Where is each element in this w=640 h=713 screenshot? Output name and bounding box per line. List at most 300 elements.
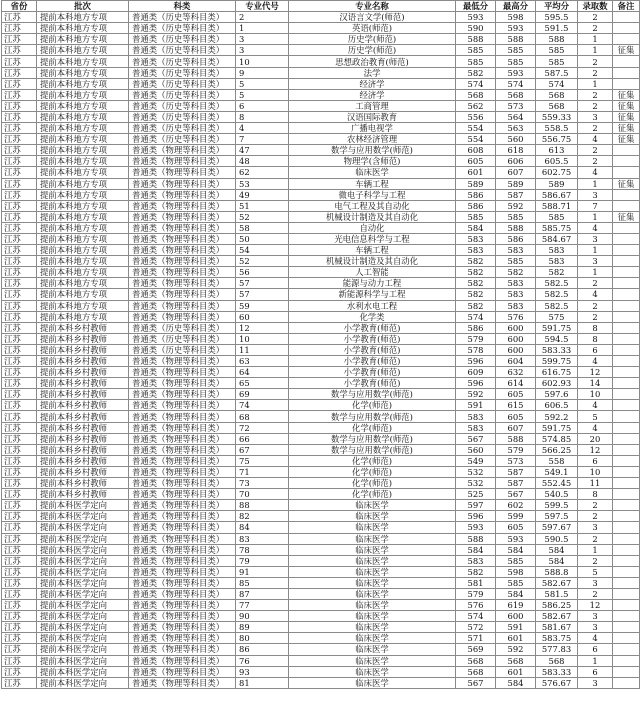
table-row <box>2 322 640 333</box>
cell-max-score: 587 <box>496 466 536 477</box>
cell-max-score: 607 <box>496 422 536 433</box>
cell-batch: 提前本科乡村教师 <box>37 389 129 400</box>
cell-province: 江苏 <box>2 522 37 533</box>
cell-batch: 提前本科医学定向 <box>37 500 129 511</box>
cell-province: 江苏 <box>2 622 37 633</box>
cell-admitted-count: 4 <box>578 134 613 145</box>
cell-category: 普通类（物理等科目类） <box>129 189 236 200</box>
cell-batch: 提前本科医学定向 <box>37 511 129 522</box>
cell-admitted-count: 6 <box>578 644 613 655</box>
table-row <box>2 411 640 422</box>
cell-major-code: 51 <box>236 200 289 211</box>
cell-avg-score: 594.5 <box>536 333 578 344</box>
table-row <box>2 544 640 555</box>
cell-category: 普通类（物理等科目类） <box>129 411 236 422</box>
cell-batch: 提前本科地方专项 <box>37 145 129 156</box>
cell-min-score: 596 <box>456 378 496 389</box>
cell-min-score: 586 <box>456 322 496 333</box>
cell-remark <box>613 644 640 655</box>
cell-admitted-count: 7 <box>578 200 613 211</box>
cell-admitted-count: 4 <box>578 422 613 433</box>
cell-category: 普通类（物理等科目类） <box>129 278 236 289</box>
cell-batch: 提前本科医学定向 <box>37 677 129 688</box>
cell-remark <box>613 256 640 267</box>
cell-max-score: 614 <box>496 378 536 389</box>
cell-max-score: 586 <box>496 233 536 244</box>
cell-major-code: 11 <box>236 344 289 355</box>
cell-major-code: 58 <box>236 222 289 233</box>
cell-category: 普通类（物理等科目类） <box>129 677 236 688</box>
table-row <box>2 89 640 100</box>
cell-batch: 提前本科地方专项 <box>37 278 129 289</box>
cell-major-name: 数学与应用数学(师范) <box>289 411 456 422</box>
cell-category: 普通类（历史等科目类） <box>129 123 236 134</box>
cell-category: 普通类（历史等科目类） <box>129 111 236 122</box>
cell-max-score: 573 <box>496 455 536 466</box>
cell-admitted-count: 3 <box>578 111 613 122</box>
cell-major-name: 物理学(含师范) <box>289 156 456 167</box>
table-row <box>2 588 640 599</box>
cell-category: 普通类（历史等科目类） <box>129 23 236 34</box>
cell-province: 江苏 <box>2 644 37 655</box>
cell-major-name: 临床医学 <box>289 677 456 688</box>
table-row <box>2 677 640 688</box>
table-row <box>2 78 640 89</box>
cell-province: 江苏 <box>2 666 37 677</box>
cell-major-code: 73 <box>236 478 289 489</box>
cell-min-score: 581 <box>456 577 496 588</box>
cell-admitted-count: 8 <box>578 322 613 333</box>
table-row <box>2 45 640 56</box>
cell-category: 普通类（物理等科目类） <box>129 666 236 677</box>
cell-remark <box>613 156 640 167</box>
cell-category: 普通类（物理等科目类） <box>129 300 236 311</box>
cell-min-score: 593 <box>456 522 496 533</box>
cell-max-score: 592 <box>496 200 536 211</box>
cell-major-name: 车辆工程 <box>289 245 456 256</box>
cell-avg-score: 583.75 <box>536 633 578 644</box>
cell-major-code: 60 <box>236 311 289 322</box>
cell-major-name: 临床医学 <box>289 644 456 655</box>
cell-admitted-count: 3 <box>578 611 613 622</box>
cell-min-score: 582 <box>456 278 496 289</box>
cell-major-code: 90 <box>236 611 289 622</box>
cell-max-score: 563 <box>496 123 536 134</box>
cell-min-score: 525 <box>456 489 496 500</box>
cell-major-name: 机械设计制造及其自动化 <box>289 211 456 222</box>
cell-province: 江苏 <box>2 611 37 622</box>
cell-admitted-count: 1 <box>578 211 613 222</box>
cell-admitted-count: 2 <box>578 311 613 322</box>
cell-admitted-count: 6 <box>578 455 613 466</box>
cell-min-score: 554 <box>456 123 496 134</box>
cell-max-score: 592 <box>496 644 536 655</box>
cell-batch: 提前本科地方专项 <box>37 123 129 134</box>
cell-major-code: 66 <box>236 433 289 444</box>
cell-avg-score: 586.25 <box>536 600 578 611</box>
cell-major-name: 临床医学 <box>289 588 456 599</box>
cell-max-score: 567 <box>496 489 536 500</box>
cell-batch: 提前本科地方专项 <box>37 156 129 167</box>
cell-min-score: 549 <box>456 455 496 466</box>
table-row <box>2 278 640 289</box>
cell-province: 江苏 <box>2 267 37 278</box>
cell-remark <box>613 455 640 466</box>
cell-max-score: 584 <box>496 588 536 599</box>
cell-major-code: 52 <box>236 211 289 222</box>
cell-batch: 提前本科地方专项 <box>37 167 129 178</box>
cell-admitted-count: 2 <box>578 300 613 311</box>
table-row <box>2 256 640 267</box>
cell-remark: 征集 <box>613 178 640 189</box>
cell-batch: 提前本科乡村教师 <box>37 466 129 477</box>
table-row <box>2 211 640 222</box>
cell-major-name: 化学(师范) <box>289 466 456 477</box>
cell-major-name: 小学教育(师范) <box>289 344 456 355</box>
cell-admitted-count: 2 <box>578 12 613 23</box>
cell-province: 江苏 <box>2 134 37 145</box>
cell-min-score: 554 <box>456 134 496 145</box>
table-row <box>2 23 640 34</box>
cell-province: 江苏 <box>2 23 37 34</box>
cell-avg-score: 616.75 <box>536 367 578 378</box>
cell-province: 江苏 <box>2 655 37 666</box>
cell-batch: 提前本科地方专项 <box>37 300 129 311</box>
cell-remark <box>613 189 640 200</box>
cell-max-score: 560 <box>496 134 536 145</box>
cell-major-code: 2 <box>236 12 289 23</box>
cell-remark <box>613 245 640 256</box>
cell-admitted-count: 4 <box>578 222 613 233</box>
cell-province: 江苏 <box>2 533 37 544</box>
header-max-score: 最高分 <box>496 1 536 12</box>
cell-avg-score: 591.5 <box>536 23 578 34</box>
cell-avg-score: 583.33 <box>536 344 578 355</box>
cell-avg-score: 549.1 <box>536 466 578 477</box>
cell-category: 普通类（物理等科目类） <box>129 211 236 222</box>
cell-max-score: 576 <box>496 311 536 322</box>
cell-batch: 提前本科地方专项 <box>37 222 129 233</box>
cell-max-score: 606 <box>496 156 536 167</box>
cell-admitted-count: 2 <box>578 156 613 167</box>
cell-major-name: 临床医学 <box>289 533 456 544</box>
cell-avg-score: 583 <box>536 245 578 256</box>
cell-batch: 提前本科医学定向 <box>37 655 129 666</box>
cell-max-score: 615 <box>496 400 536 411</box>
cell-max-score: 585 <box>496 555 536 566</box>
cell-batch: 提前本科医学定向 <box>37 522 129 533</box>
cell-province: 江苏 <box>2 588 37 599</box>
cell-admitted-count: 5 <box>578 411 613 422</box>
cell-admitted-count: 2 <box>578 67 613 78</box>
cell-admitted-count: 3 <box>578 622 613 633</box>
cell-min-score: 574 <box>456 78 496 89</box>
cell-max-score: 588 <box>496 433 536 444</box>
cell-major-code: 87 <box>236 588 289 599</box>
cell-max-score: 593 <box>496 67 536 78</box>
cell-avg-score: 581.5 <box>536 588 578 599</box>
cell-province: 江苏 <box>2 466 37 477</box>
cell-category: 普通类（物理等科目类） <box>129 489 236 500</box>
cell-major-name: 自动化 <box>289 222 456 233</box>
cell-major-code: 76 <box>236 655 289 666</box>
cell-major-name: 法学 <box>289 67 456 78</box>
cell-batch: 提前本科地方专项 <box>37 89 129 100</box>
header-major-name: 专业名称 <box>289 1 456 12</box>
cell-avg-score: 577.83 <box>536 644 578 655</box>
table-row <box>2 600 640 611</box>
cell-province: 江苏 <box>2 378 37 389</box>
cell-remark: 征集 <box>613 123 640 134</box>
cell-max-score: 573 <box>496 100 536 111</box>
cell-batch: 提前本科乡村教师 <box>37 444 129 455</box>
cell-max-score: 587 <box>496 478 536 489</box>
cell-min-score: 582 <box>456 289 496 300</box>
cell-max-score: 599 <box>496 511 536 522</box>
table-row <box>2 311 640 322</box>
table-row <box>2 167 640 178</box>
cell-min-score: 592 <box>456 389 496 400</box>
table-row <box>2 666 640 677</box>
cell-admitted-count: 5 <box>578 566 613 577</box>
cell-category: 普通类（物理等科目类） <box>129 422 236 433</box>
cell-major-code: 9 <box>236 67 289 78</box>
cell-remark <box>613 145 640 156</box>
cell-batch: 提前本科乡村教师 <box>37 478 129 489</box>
cell-batch: 提前本科医学定向 <box>37 611 129 622</box>
cell-province: 江苏 <box>2 555 37 566</box>
cell-category: 普通类（物理等科目类） <box>129 245 236 256</box>
cell-min-score: 589 <box>456 178 496 189</box>
cell-max-score: 605 <box>496 411 536 422</box>
cell-admitted-count: 12 <box>578 367 613 378</box>
cell-remark <box>613 344 640 355</box>
cell-batch: 提前本科地方专项 <box>37 211 129 222</box>
table-row <box>2 555 640 566</box>
cell-avg-score: 552.45 <box>536 478 578 489</box>
cell-category: 普通类（物理等科目类） <box>129 167 236 178</box>
cell-remark <box>613 633 640 644</box>
cell-batch: 提前本科地方专项 <box>37 267 129 278</box>
cell-remark <box>613 533 640 544</box>
cell-avg-score: 582 <box>536 267 578 278</box>
cell-avg-score: 597.6 <box>536 389 578 400</box>
cell-major-code: 81 <box>236 677 289 688</box>
cell-major-code: 3 <box>236 45 289 56</box>
cell-min-score: 597 <box>456 500 496 511</box>
cell-major-code: 67 <box>236 444 289 455</box>
cell-remark <box>613 167 640 178</box>
cell-category: 普通类（物理等科目类） <box>129 289 236 300</box>
cell-category: 普通类（历史等科目类） <box>129 344 236 355</box>
cell-avg-score: 606.5 <box>536 400 578 411</box>
cell-avg-score: 584 <box>536 544 578 555</box>
cell-avg-score: 582.5 <box>536 289 578 300</box>
cell-category: 普通类（物理等科目类） <box>129 378 236 389</box>
cell-admitted-count: 10 <box>578 389 613 400</box>
cell-avg-score: 599.5 <box>536 500 578 511</box>
cell-remark: 征集 <box>613 45 640 56</box>
cell-major-code: 56 <box>236 267 289 278</box>
table-row <box>2 12 640 23</box>
cell-province: 江苏 <box>2 156 37 167</box>
cell-min-score: 582 <box>456 300 496 311</box>
cell-province: 江苏 <box>2 433 37 444</box>
table-row <box>2 134 640 145</box>
table-row <box>2 145 640 156</box>
cell-major-code: 88 <box>236 500 289 511</box>
cell-major-name: 临床医学 <box>289 566 456 577</box>
cell-major-name: 汉语国际教育 <box>289 111 456 122</box>
cell-remark <box>613 233 640 244</box>
cell-batch: 提前本科乡村教师 <box>37 333 129 344</box>
cell-avg-score: 602.93 <box>536 378 578 389</box>
cell-major-code: 50 <box>236 233 289 244</box>
cell-major-name: 广播电视学 <box>289 123 456 134</box>
cell-remark <box>613 611 640 622</box>
cell-category: 普通类（物理等科目类） <box>129 600 236 611</box>
cell-category: 普通类（历史等科目类） <box>129 34 236 45</box>
cell-category: 普通类（物理等科目类） <box>129 389 236 400</box>
cell-major-code: 85 <box>236 577 289 588</box>
cell-province: 江苏 <box>2 478 37 489</box>
cell-min-score: 582 <box>456 566 496 577</box>
cell-major-name: 思想政治教育(师范) <box>289 56 456 67</box>
cell-avg-score: 558.5 <box>536 123 578 134</box>
cell-min-score: 591 <box>456 400 496 411</box>
cell-batch: 提前本科乡村教师 <box>37 322 129 333</box>
cell-major-code: 3 <box>236 34 289 45</box>
cell-max-score: 568 <box>496 89 536 100</box>
cell-remark <box>613 655 640 666</box>
cell-major-name: 电气工程及其自动化 <box>289 200 456 211</box>
header-province: 省份 <box>2 1 37 12</box>
cell-batch: 提前本科地方专项 <box>37 233 129 244</box>
cell-avg-score: 583 <box>536 256 578 267</box>
cell-major-code: 71 <box>236 466 289 477</box>
cell-category: 普通类（物理等科目类） <box>129 611 236 622</box>
cell-major-code: 7 <box>236 134 289 145</box>
cell-max-score: 564 <box>496 111 536 122</box>
cell-batch: 提前本科地方专项 <box>37 78 129 89</box>
cell-min-score: 582 <box>456 67 496 78</box>
cell-category: 普通类（物理等科目类） <box>129 178 236 189</box>
cell-major-name: 新能源科学与工程 <box>289 289 456 300</box>
cell-major-code: 93 <box>236 666 289 677</box>
cell-remark <box>613 278 640 289</box>
cell-remark <box>613 622 640 633</box>
cell-category: 普通类（物理等科目类） <box>129 222 236 233</box>
cell-major-name: 小学教育(师范) <box>289 322 456 333</box>
cell-category: 普通类（物理等科目类） <box>129 655 236 666</box>
cell-province: 江苏 <box>2 256 37 267</box>
cell-admitted-count: 1 <box>578 178 613 189</box>
cell-max-score: 584 <box>496 544 536 555</box>
cell-max-score: 593 <box>496 533 536 544</box>
cell-admitted-count: 1 <box>578 45 613 56</box>
cell-max-score: 598 <box>496 12 536 23</box>
table-row <box>2 378 640 389</box>
cell-avg-score: 584.67 <box>536 233 578 244</box>
cell-major-name: 光电信息科学与工程 <box>289 233 456 244</box>
cell-avg-score: 595.5 <box>536 12 578 23</box>
table-row <box>2 34 640 45</box>
cell-admitted-count: 1 <box>578 544 613 555</box>
cell-remark <box>613 566 640 577</box>
cell-remark <box>613 400 640 411</box>
cell-category: 普通类（物理等科目类） <box>129 622 236 633</box>
cell-remark <box>613 23 640 34</box>
cell-province: 江苏 <box>2 278 37 289</box>
table-row <box>2 100 640 111</box>
cell-batch: 提前本科医学定向 <box>37 622 129 633</box>
cell-admitted-count: 2 <box>578 588 613 599</box>
cell-avg-score: 613 <box>536 145 578 156</box>
cell-avg-score: 582.67 <box>536 611 578 622</box>
cell-major-name: 数学与应用数学(师范) <box>289 444 456 455</box>
cell-remark <box>613 478 640 489</box>
cell-province: 江苏 <box>2 544 37 555</box>
cell-province: 江苏 <box>2 123 37 134</box>
cell-avg-score: 582.67 <box>536 577 578 588</box>
table-row <box>2 333 640 344</box>
cell-major-name: 临床医学 <box>289 500 456 511</box>
cell-major-name: 临床医学 <box>289 544 456 555</box>
cell-major-code: 53 <box>236 178 289 189</box>
cell-province: 江苏 <box>2 333 37 344</box>
cell-batch: 提前本科地方专项 <box>37 12 129 23</box>
cell-batch: 提前本科医学定向 <box>37 600 129 611</box>
cell-admitted-count: 2 <box>578 145 613 156</box>
table-row <box>2 111 640 122</box>
cell-major-code: 59 <box>236 300 289 311</box>
cell-batch: 提前本科地方专项 <box>37 111 129 122</box>
table-row <box>2 644 640 655</box>
cell-province: 江苏 <box>2 356 37 367</box>
cell-min-score: 571 <box>456 633 496 644</box>
cell-province: 江苏 <box>2 189 37 200</box>
cell-province: 江苏 <box>2 100 37 111</box>
cell-batch: 提前本科地方专项 <box>37 189 129 200</box>
cell-admitted-count: 8 <box>578 489 613 500</box>
cell-major-name: 经济学 <box>289 89 456 100</box>
cell-admitted-count: 4 <box>578 633 613 644</box>
cell-major-code: 77 <box>236 600 289 611</box>
cell-major-name: 临床医学 <box>289 511 456 522</box>
cell-province: 江苏 <box>2 111 37 122</box>
cell-batch: 提前本科地方专项 <box>37 23 129 34</box>
cell-major-code: 12 <box>236 322 289 333</box>
table-header-row <box>2 1 640 12</box>
cell-province: 江苏 <box>2 45 37 56</box>
cell-avg-score: 582.5 <box>536 278 578 289</box>
cell-max-score: 583 <box>496 278 536 289</box>
cell-admitted-count: 1 <box>578 267 613 278</box>
cell-remark <box>613 555 640 566</box>
table-row <box>2 389 640 400</box>
table-row <box>2 611 640 622</box>
cell-min-score: 585 <box>456 56 496 67</box>
cell-min-score: 596 <box>456 356 496 367</box>
cell-province: 江苏 <box>2 677 37 688</box>
cell-max-score: 601 <box>496 666 536 677</box>
cell-avg-score: 590.5 <box>536 533 578 544</box>
cell-remark <box>613 600 640 611</box>
cell-batch: 提前本科医学定向 <box>37 533 129 544</box>
cell-avg-score: 588.71 <box>536 200 578 211</box>
cell-category: 普通类（物理等科目类） <box>129 444 236 455</box>
cell-category: 普通类（物理等科目类） <box>129 356 236 367</box>
